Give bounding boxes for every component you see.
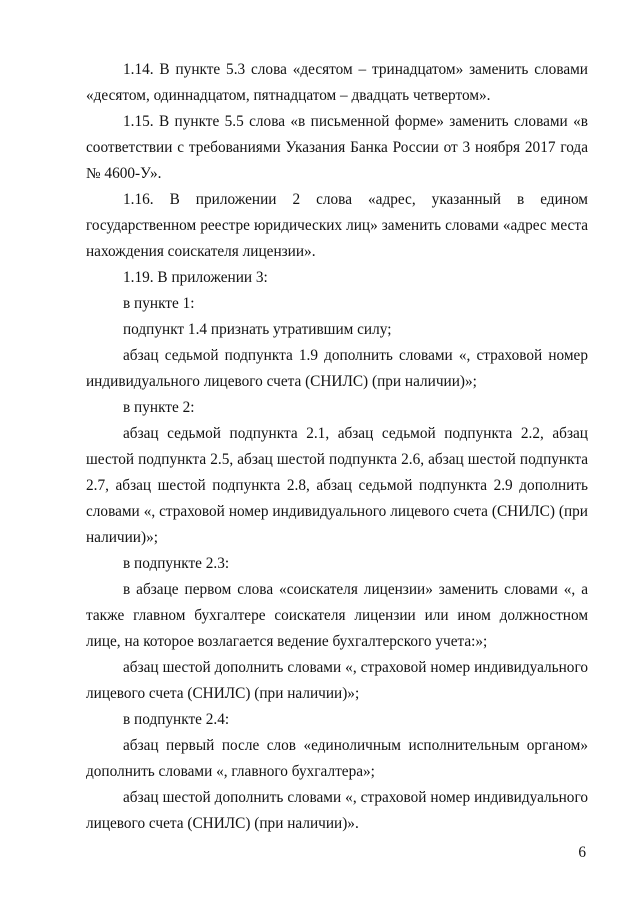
paragraph-1-14: 1.14. В пункте 5.3 слова «десятом – тринадцатом» заменить словами «десятом, одиннадцатом, пятнадцатом – двадцать четвертом». bbox=[86, 61, 588, 104]
paragraph-2-3-sixth: абзац шестой дополнить словами «, страховой номер индивидуального лицевого счета (СНИЛС) (при наличии)»; bbox=[86, 659, 588, 702]
paragraph-2-4-sixth: абзац шестой дополнить словами «, страховой номер индивидуального лицевого счета (СНИЛС) (при наличии)». bbox=[86, 789, 588, 832]
paragraph-1-15: 1.15. В пункте 5.5 слова «в письменной форме» заменить словами «в соответствии с требованиями Указания Банка России от 3 ноября 2017 года № 4600-У». bbox=[86, 113, 588, 182]
document-body bbox=[86, 57, 588, 837]
page-number: 6 bbox=[578, 844, 586, 861]
paragraph-item-2: в пункте 2: bbox=[123, 399, 195, 416]
paragraph-subitem-2-4: в подпункте 2.4: bbox=[123, 711, 230, 728]
paragraph-1-16: 1.16. В приложении 2 слова «адрес, указанный в едином государственном реестре юридических лиц» заменить словами «адрес места нахождения соискателя лицензии». bbox=[86, 191, 588, 260]
paragraph-subitems-2-x: абзац седьмой подпункта 2.1, абзац седьмой подпункта 2.2, абзац шестой подпункта 2.5, абзац шестой подпункта 2.6, абзац шестой подпункта 2.7, абзац шестой подпункта 2.8, абзац седьмой подпункта 2.9 дополнить словами «, страховой номер индивидуального лицевого счета (СНИЛС) (при наличии)»; bbox=[86, 425, 588, 546]
paragraph-subitem-1-9: абзац седьмой подпункта 1.9 дополнить словами «, страховой номер индивидуального лицевого счета (СНИЛС) (при наличии)»; bbox=[86, 347, 588, 390]
paragraph-2-3-first: в абзаце первом слова «соискателя лицензии» заменить словами «, а также главном бухгалтере соискателя лицензии или ином должностном лице, на которое возлагается ведение бухгалтерского учета:»; bbox=[86, 581, 588, 650]
paragraph-subitem-1-4: подпункт 1.4 признать утратившим силу; bbox=[123, 321, 392, 338]
paragraph-item-1: в пункте 1: bbox=[123, 295, 195, 312]
paragraph-1-19: 1.19. В приложении 3: bbox=[123, 269, 268, 286]
paragraph-2-4-first: абзац первый после слов «единоличным исполнительным органом» дополнить словами «, главного бухгалтера»; bbox=[86, 737, 588, 780]
paragraph-subitem-2-3: в подпункте 2.3: bbox=[123, 555, 230, 572]
